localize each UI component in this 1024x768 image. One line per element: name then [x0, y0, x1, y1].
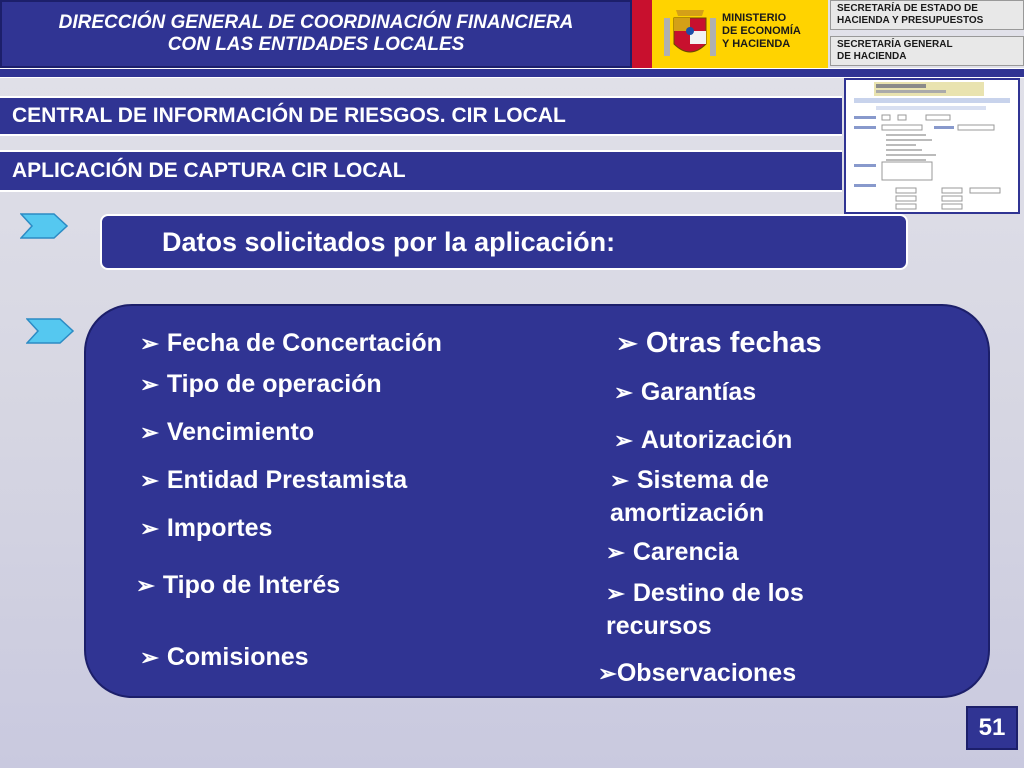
list-item-label: Observaciones: [616, 659, 797, 687]
list-item-label: Entidad Prestamista: [166, 466, 408, 494]
header-title: [0, 0, 632, 68]
secretaria-general-box: [830, 36, 1024, 66]
bullet-arrow-icon: ➢: [616, 328, 638, 358]
bullet-arrow-icon: ➢: [598, 661, 617, 686]
list-item: [140, 512, 272, 545]
coat-of-arms-icon: [660, 4, 720, 64]
bullet-arrow-icon: ➢: [140, 420, 159, 445]
bullet-arrow-icon: ➢: [136, 573, 155, 598]
list-item-label: Otras fechas: [645, 327, 822, 359]
bullet-arrow-icon: ➢: [140, 468, 159, 493]
secretaria1-line2: HACIENDA Y PRESUPUESTOS: [837, 15, 984, 26]
bullet-arrow-icon: ➢: [140, 516, 159, 541]
ministry-label: [722, 12, 801, 51]
ministry-line2: DE ECONOMÍA: [722, 25, 801, 37]
list-item-label: Vencimiento: [166, 418, 315, 446]
list-item: [136, 569, 340, 602]
datos-title: Datos solicitados por la aplicación:: [162, 226, 616, 257]
list-item-label: Fecha de Concertación: [166, 329, 442, 357]
secretaria2-line2: DE HACIENDA: [837, 51, 907, 62]
list-item: [598, 657, 796, 690]
list-item-label: Comisiones: [166, 643, 309, 671]
list-item-label: Tipo de Interés: [162, 571, 341, 599]
list-item: [614, 376, 756, 409]
secretaria1-line1: SECRETARÍA DE ESTADO DE: [837, 3, 978, 14]
list-item-label: Sistema de amortización: [610, 466, 769, 527]
list-item: [616, 327, 822, 360]
secretaria2-line1: SECRETARÍA GENERAL: [837, 39, 953, 50]
items-panel: [84, 304, 990, 698]
list-item: [610, 464, 820, 530]
list-item-label: Autorización: [640, 426, 793, 454]
header-title-line2: CON LAS ENTIDADES LOCALES: [167, 34, 465, 55]
bullet-arrow-icon: ➢: [614, 428, 633, 453]
page-number-label: 51: [978, 714, 1006, 741]
bullet-arrow-icon: ➢: [614, 380, 633, 405]
list-item: [606, 577, 846, 643]
central-title-bar: [0, 96, 842, 136]
list-item-label: Garantías: [640, 378, 757, 406]
flag-red-stripe: [632, 0, 652, 68]
bullet-arrow-icon: ➢: [140, 645, 159, 670]
ministry-line3: Y HACIENDA: [722, 38, 791, 50]
form-screenshot-thumbnail: [844, 78, 1020, 214]
header-title-line1: DIRECCIÓN GENERAL DE COORDINACIÓN FINANCIERA: [58, 12, 574, 33]
list-item-label: Importes: [166, 514, 273, 542]
central-title: CENTRAL DE INFORMACIÓN DE RIESGOS. CIR LOCAL: [12, 104, 566, 127]
list-item-label: Tipo de operación: [166, 370, 382, 398]
bullet-arrow-icon: ➢: [606, 540, 625, 565]
list-item-label: Carencia: [632, 538, 739, 566]
list-item: [140, 327, 442, 360]
list-item: [614, 424, 792, 457]
aplicacion-title: APLICACIÓN DE CAPTURA CIR LOCAL: [12, 159, 406, 182]
bullet-arrow-icon: ➢: [140, 372, 159, 397]
secretaria-estado-box: [830, 0, 1024, 30]
chevron-right-icon: [26, 318, 74, 344]
bullet-arrow-icon: ➢: [140, 331, 159, 356]
list-item: [140, 368, 382, 401]
datos-title-box: [100, 214, 908, 270]
header-divider: [0, 68, 1024, 78]
chevron-right-icon: [20, 213, 68, 239]
list-item: [140, 641, 309, 674]
list-item: [140, 416, 314, 449]
page-number: [966, 706, 1018, 750]
form-thumbnail-image: [846, 80, 1018, 212]
bullet-arrow-icon: ➢: [610, 468, 629, 493]
list-item-label: Destino de los recursos: [606, 579, 804, 640]
bullet-arrow-icon: ➢: [606, 581, 625, 606]
ministry-line1: MINISTERIO: [722, 12, 787, 24]
list-item: [140, 464, 407, 497]
aplicacion-title-bar: [0, 150, 842, 192]
list-item: [606, 536, 738, 569]
